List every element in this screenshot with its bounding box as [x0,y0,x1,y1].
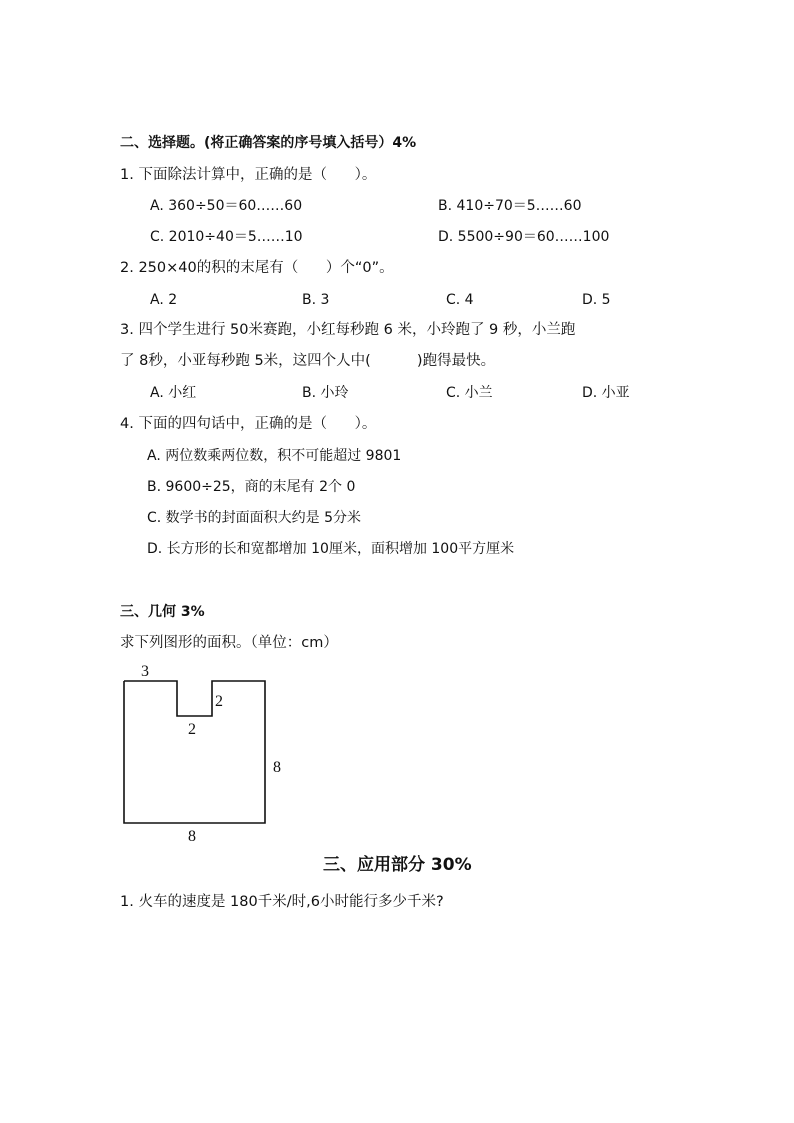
application-question-1: 1. 火车的速度是 180千米/时,6小时能行多少千米? [120,894,444,910]
label-bottom: 8 [188,828,196,845]
q1-option-d: D. 5500÷90＝60……100 [438,229,610,245]
question-1-stem: 1. 下面除法计算中，正确的是（ ）。 [120,167,377,183]
q1-option-c: C. 2010÷40＝5……10 [150,229,303,245]
q2-option-c: C. 4 [446,292,474,308]
q3-option-c: C. 小兰 [446,385,493,401]
question-3-stem-line2: 了 8秒，小亚每秒跑 5米，这四个人中( )跑得最快。 [120,353,496,369]
section-heading-geometry: 三、几何 3% [120,604,205,620]
label-right-side: 8 [273,759,281,776]
q2-option-b: B. 3 [302,292,330,308]
label-top-left: 3 [141,663,149,680]
label-notch-width: 2 [188,721,196,738]
q3-option-d: D. 小亚 [582,385,630,401]
geometry-prompt: 求下列图形的面积。（单位：cm） [120,635,338,651]
q4-option-b: B. 9600÷25，商的末尾有 2个 0 [147,479,356,495]
q3-option-a: A. 小红 [150,385,197,401]
section-heading-application: 三、应用部分 30% [323,855,472,875]
q3-option-b: B. 小玲 [302,385,349,401]
question-2-stem: 2. 250×40的积的末尾有（ ）个“0”。 [120,260,394,276]
q2-option-d: D. 5 [582,292,611,308]
q1-option-b: B. 410÷70＝5……60 [438,198,582,214]
q4-option-a: A. 两位数乘两位数，积不可能超过 9801 [147,448,402,464]
question-4-stem: 4. 下面的四句话中，正确的是（ ）。 [120,416,377,432]
q1-option-a: A. 360÷50＝60……60 [150,198,303,214]
q4-option-c: C. 数学书的封面面积大约是 5分米 [147,510,362,526]
figure-outline [124,681,265,823]
q4-option-d: D. 长方形的长和宽都增加 10厘米，面积增加 100平方厘米 [147,541,515,557]
question-3-stem-line1: 3. 四个学生进行 50米赛跑，小红每秒跑 6 米，小玲跑了 9 秒，小兰跑 [120,322,576,338]
label-notch-depth: 2 [215,693,223,710]
q2-option-a: A. 2 [150,292,178,308]
section-heading-choice: 二、选择题。(将正确答案的序号填入括号）4% [120,135,417,151]
